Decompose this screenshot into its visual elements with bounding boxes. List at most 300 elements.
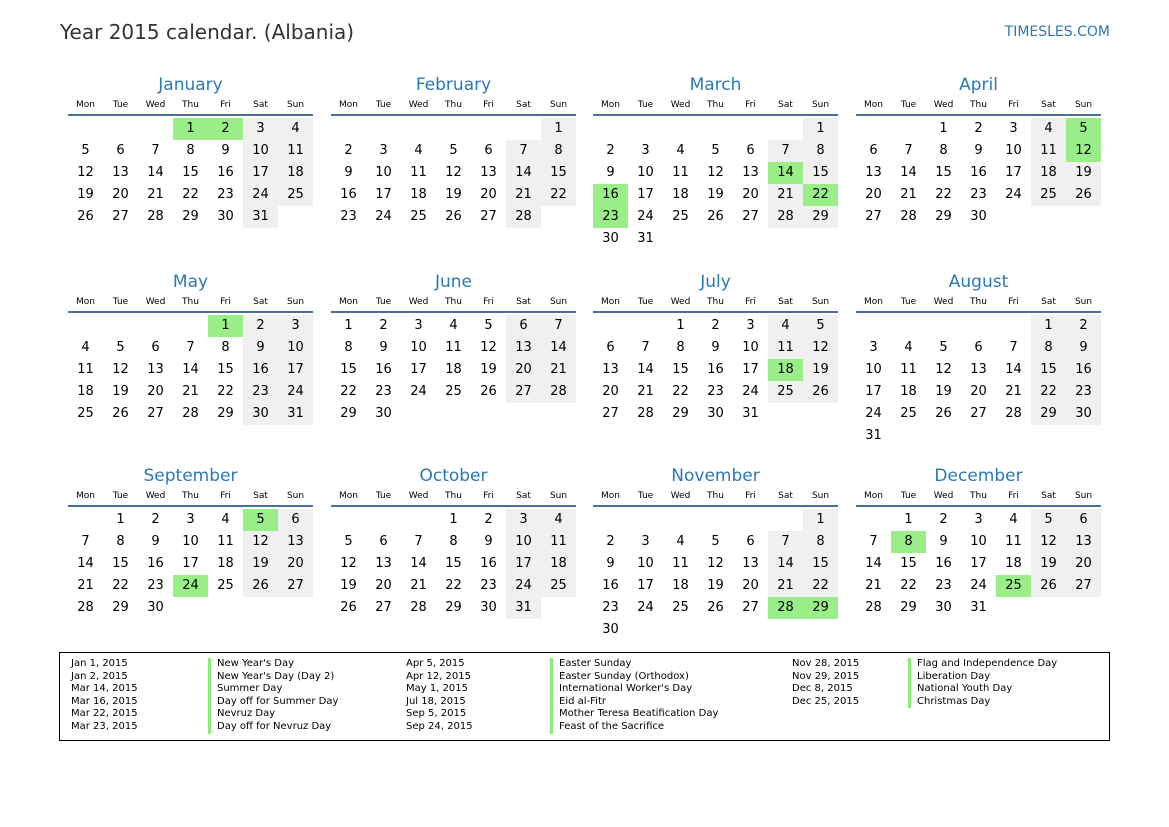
day: 18 xyxy=(445,362,462,377)
weekday-label: Sun xyxy=(549,297,568,307)
empty-cell xyxy=(506,118,541,140)
day: 23 xyxy=(602,600,619,615)
month-february xyxy=(331,72,576,228)
weekday-label: Thu xyxy=(970,491,987,501)
weekday-label: Mon xyxy=(339,100,358,110)
day: 12 xyxy=(340,556,357,571)
day-grid xyxy=(593,315,838,425)
day: 12 xyxy=(803,337,838,359)
weekday-label: Sat xyxy=(1041,100,1056,110)
weekday-label: Sun xyxy=(549,491,568,501)
day: 29 xyxy=(217,406,234,421)
empty-cell xyxy=(471,118,506,140)
day: 21 xyxy=(768,575,803,597)
weekday-header xyxy=(856,489,1101,507)
day: 9 xyxy=(606,165,615,180)
day: 17 xyxy=(865,384,882,399)
weekday-label: Wed xyxy=(670,491,691,501)
day: 3 xyxy=(243,118,278,140)
day: 15 xyxy=(112,556,129,571)
day: 27 xyxy=(865,209,882,224)
day: 2 xyxy=(243,315,278,337)
weekday-label: Mon xyxy=(864,491,883,501)
site-link[interactable]: TIMESLES.COM xyxy=(1004,24,1110,40)
day: 27 xyxy=(1066,575,1101,597)
day: 25 xyxy=(900,406,917,421)
day: 3 xyxy=(414,318,423,333)
day: 9 xyxy=(243,337,278,359)
empty-cell xyxy=(768,509,803,531)
day: 6 xyxy=(484,143,493,158)
day: 1 xyxy=(344,318,353,333)
day: 5 xyxy=(711,534,720,549)
day: 5 xyxy=(81,143,90,158)
day: 22 xyxy=(182,187,199,202)
day: 23 xyxy=(340,209,357,224)
weekday-label: Wed xyxy=(670,297,691,307)
holiday-day: 24 xyxy=(173,575,208,597)
day: 3 xyxy=(278,315,313,337)
day-grid xyxy=(856,509,1101,619)
day: 28 xyxy=(637,406,654,421)
weekday-label: Mon xyxy=(339,297,358,307)
empty-cell xyxy=(856,315,891,337)
holiday-name: Christmas Day xyxy=(908,696,1057,709)
day: 15 xyxy=(445,556,462,571)
day-grid xyxy=(331,315,576,425)
day: 5 xyxy=(711,143,720,158)
day: 19 xyxy=(243,553,278,575)
holiday-date: Jul 18, 2015 xyxy=(406,695,466,707)
day: 14 xyxy=(77,556,94,571)
weekday-label: Wed xyxy=(933,297,954,307)
day: 1 xyxy=(116,512,125,527)
day: 26 xyxy=(935,406,952,421)
legend-names xyxy=(208,658,338,734)
day: 13 xyxy=(480,165,497,180)
weekday-header xyxy=(856,98,1101,116)
holiday-day: 16 xyxy=(593,184,628,206)
day: 1 xyxy=(803,118,838,140)
weekday-header xyxy=(856,295,1101,313)
day: 9 xyxy=(379,340,388,355)
month-name: September xyxy=(143,466,238,486)
day: 20 xyxy=(506,359,541,381)
empty-cell xyxy=(593,118,628,140)
day: 4 xyxy=(676,534,685,549)
weekday-label: Mon xyxy=(601,491,620,501)
weekday-label: Wed xyxy=(408,297,429,307)
empty-cell xyxy=(138,315,173,337)
day: 7 xyxy=(506,140,541,162)
legend-dates xyxy=(406,658,473,734)
weekday-header xyxy=(331,98,576,116)
day: 9 xyxy=(1066,337,1101,359)
day: 11 xyxy=(445,340,462,355)
day: 6 xyxy=(869,143,878,158)
legend-names xyxy=(550,658,718,734)
holiday-day: 22 xyxy=(803,184,838,206)
day: 5 xyxy=(344,534,353,549)
day: 29 xyxy=(340,406,357,421)
day: 8 xyxy=(186,143,195,158)
day: 20 xyxy=(602,384,619,399)
empty-cell xyxy=(366,509,401,531)
day: 19 xyxy=(935,384,952,399)
day: 21 xyxy=(768,184,803,206)
day: 20 xyxy=(1066,553,1101,575)
day: 1 xyxy=(939,121,948,136)
day: 10 xyxy=(970,534,987,549)
empty-cell xyxy=(103,118,138,140)
day: 15 xyxy=(340,362,357,377)
day: 19 xyxy=(1031,553,1066,575)
day: 6 xyxy=(746,534,755,549)
empty-cell xyxy=(996,315,1031,337)
holiday-day: 2 xyxy=(208,118,243,140)
day: 6 xyxy=(116,143,125,158)
day: 9 xyxy=(606,556,615,571)
day: 18 xyxy=(900,384,917,399)
day: 29 xyxy=(803,206,838,228)
day: 22 xyxy=(900,578,917,593)
day: 26 xyxy=(340,600,357,615)
day: 29 xyxy=(672,406,689,421)
day: 6 xyxy=(379,534,388,549)
empty-cell xyxy=(628,315,663,337)
day: 17 xyxy=(506,553,541,575)
holiday-name: Liberation Day xyxy=(908,671,1057,684)
day: 27 xyxy=(742,600,759,615)
day: 26 xyxy=(707,600,724,615)
empty-cell xyxy=(663,509,698,531)
month-july xyxy=(593,269,838,425)
day: 3 xyxy=(186,512,195,527)
day: 3 xyxy=(641,534,650,549)
day-grid xyxy=(68,509,313,619)
day: 28 xyxy=(541,381,576,403)
day: 13 xyxy=(112,165,129,180)
day: 14 xyxy=(541,337,576,359)
day: 10 xyxy=(243,140,278,162)
weekday-label: Thu xyxy=(707,491,724,501)
weekday-label: Tue xyxy=(900,100,917,110)
weekday-label: Sat xyxy=(778,297,793,307)
day: 7 xyxy=(768,531,803,553)
day: 25 xyxy=(278,184,313,206)
day: 3 xyxy=(974,512,983,527)
empty-cell xyxy=(891,315,926,337)
day: 20 xyxy=(970,384,987,399)
month-name: August xyxy=(948,272,1009,292)
empty-cell xyxy=(138,118,173,140)
weekday-label: Sat xyxy=(516,100,531,110)
weekday-label: Sun xyxy=(549,100,568,110)
day: 3 xyxy=(869,340,878,355)
day: 3 xyxy=(1009,121,1018,136)
weekday-label: Tue xyxy=(375,100,392,110)
day: 7 xyxy=(151,143,160,158)
weekday-label: Fri xyxy=(745,491,756,501)
holiday-name: Day off for Summer Day xyxy=(208,696,338,709)
weekday-label: Wed xyxy=(145,491,166,501)
day: 26 xyxy=(445,209,462,224)
weekday-header xyxy=(68,295,313,313)
weekday-label: Tue xyxy=(637,491,654,501)
day: 16 xyxy=(340,187,357,202)
day: 11 xyxy=(278,140,313,162)
empty-cell xyxy=(698,509,733,531)
day: 10 xyxy=(742,340,759,355)
day: 10 xyxy=(637,165,654,180)
empty-cell xyxy=(733,118,768,140)
empty-cell xyxy=(173,315,208,337)
weekday-label: Sat xyxy=(778,100,793,110)
month-name: February xyxy=(415,75,492,95)
legend-dates xyxy=(792,658,859,708)
weekday-label: Sun xyxy=(286,297,305,307)
weekday-label: Mon xyxy=(76,491,95,501)
day: 24 xyxy=(742,384,759,399)
weekday-label: Fri xyxy=(220,100,231,110)
day: 7 xyxy=(414,534,423,549)
weekday-label: Thu xyxy=(445,491,462,501)
day: 15 xyxy=(935,165,952,180)
day: 4 xyxy=(221,512,230,527)
weekday-label: Wed xyxy=(408,491,429,501)
day: 6 xyxy=(1066,509,1101,531)
holiday-date: Mar 22, 2015 xyxy=(71,708,138,720)
weekday-label: Tue xyxy=(637,297,654,307)
weekday-label: Mon xyxy=(864,297,883,307)
day: 4 xyxy=(541,509,576,531)
day: 21 xyxy=(182,384,199,399)
weekday-label: Sun xyxy=(1074,491,1093,501)
holiday-date: Dec 25, 2015 xyxy=(792,695,860,707)
day: 17 xyxy=(637,578,654,593)
day: 24 xyxy=(410,384,427,399)
day: 6 xyxy=(746,143,755,158)
day: 4 xyxy=(676,143,685,158)
empty-cell xyxy=(331,118,366,140)
month-december xyxy=(856,463,1101,619)
day: 26 xyxy=(77,209,94,224)
day: 13 xyxy=(147,362,164,377)
day-grid xyxy=(856,315,1101,447)
day: 12 xyxy=(445,165,462,180)
day: 12 xyxy=(112,362,129,377)
holiday-date: Mar 23, 2015 xyxy=(71,720,138,732)
day: 9 xyxy=(484,534,493,549)
day: 18 xyxy=(541,553,576,575)
weekday-label: Tue xyxy=(112,297,129,307)
month-name: July xyxy=(700,272,731,292)
day: 19 xyxy=(707,578,724,593)
weekday-label: Thu xyxy=(707,297,724,307)
day: 5 xyxy=(1031,509,1066,531)
empty-cell xyxy=(436,118,471,140)
day: 24 xyxy=(375,209,392,224)
day: 17 xyxy=(970,556,987,571)
holiday-name: National Youth Day xyxy=(908,683,1057,696)
day: 25 xyxy=(217,578,234,593)
day: 28 xyxy=(865,600,882,615)
day: 31 xyxy=(637,231,654,246)
day: 15 xyxy=(803,162,838,184)
holiday-date: Jan 1, 2015 xyxy=(71,658,128,669)
weekday-label: Mon xyxy=(601,100,620,110)
day: 12 xyxy=(480,340,497,355)
day: 11 xyxy=(410,165,427,180)
day: 3 xyxy=(506,509,541,531)
day: 4 xyxy=(904,340,913,355)
day-grid xyxy=(331,118,576,228)
day: 15 xyxy=(217,362,234,377)
empty-cell xyxy=(856,509,891,531)
day: 14 xyxy=(637,362,654,377)
day: 16 xyxy=(147,556,164,571)
day: 17 xyxy=(375,187,392,202)
day: 5 xyxy=(116,340,125,355)
day: 16 xyxy=(707,362,724,377)
day: 1 xyxy=(449,512,458,527)
day: 17 xyxy=(1005,165,1022,180)
day: 25 xyxy=(1031,184,1066,206)
weekday-label: Fri xyxy=(745,297,756,307)
day: 26 xyxy=(707,209,724,224)
weekday-label: Fri xyxy=(220,491,231,501)
day: 2 xyxy=(151,512,160,527)
weekday-label: Tue xyxy=(900,297,917,307)
day: 19 xyxy=(340,578,357,593)
holiday-name: Easter Sunday (Orthodox) xyxy=(550,671,718,684)
day-grid xyxy=(856,118,1101,228)
month-may xyxy=(68,269,313,425)
day: 3 xyxy=(641,143,650,158)
day: 18 xyxy=(410,187,427,202)
holiday-date: Mar 14, 2015 xyxy=(71,683,138,695)
day: 4 xyxy=(414,143,423,158)
day: 29 xyxy=(1031,403,1066,425)
holiday-day: 23 xyxy=(593,206,628,228)
day: 25 xyxy=(541,575,576,597)
day: 31 xyxy=(742,406,759,421)
day: 21 xyxy=(541,359,576,381)
empty-cell xyxy=(698,118,733,140)
weekday-label: Sat xyxy=(253,491,268,501)
month-name: May xyxy=(172,272,209,292)
day: 15 xyxy=(672,362,689,377)
day-grid xyxy=(593,509,838,641)
weekday-label: Thu xyxy=(182,100,199,110)
weekday-label: Thu xyxy=(182,491,199,501)
month-november xyxy=(593,463,838,641)
day: 15 xyxy=(182,165,199,180)
day: 23 xyxy=(243,381,278,403)
day: 2 xyxy=(606,534,615,549)
day: 26 xyxy=(112,406,129,421)
day: 6 xyxy=(506,315,541,337)
day: 17 xyxy=(278,359,313,381)
weekday-label: Sun xyxy=(811,491,830,501)
day: 24 xyxy=(1005,187,1022,202)
day: 17 xyxy=(182,556,199,571)
day: 22 xyxy=(112,578,129,593)
day: 14 xyxy=(865,556,882,571)
day: 4 xyxy=(278,118,313,140)
empty-cell xyxy=(68,315,103,337)
day-grid xyxy=(593,118,838,250)
day: 24 xyxy=(865,406,882,421)
day: 31 xyxy=(506,597,541,619)
day: 20 xyxy=(112,187,129,202)
day: 19 xyxy=(707,187,724,202)
day: 22 xyxy=(445,578,462,593)
day: 13 xyxy=(865,165,882,180)
weekday-label: Wed xyxy=(145,297,166,307)
day: 25 xyxy=(672,209,689,224)
weekday-header xyxy=(68,98,313,116)
weekday-label: Mon xyxy=(76,297,95,307)
day-grid xyxy=(68,118,313,228)
day: 29 xyxy=(900,600,917,615)
day: 21 xyxy=(1005,384,1022,399)
holiday-date: May 1, 2015 xyxy=(406,683,469,695)
day: 30 xyxy=(935,600,952,615)
holiday-name: Easter Sunday xyxy=(550,658,718,671)
weekday-header xyxy=(593,295,838,313)
day: 12 xyxy=(1031,531,1066,553)
day: 20 xyxy=(480,187,497,202)
day: 16 xyxy=(1066,359,1101,381)
holiday-date: Jan 2, 2015 xyxy=(71,670,128,682)
weekday-label: Fri xyxy=(1008,491,1019,501)
day: 11 xyxy=(217,534,234,549)
weekday-label: Mon xyxy=(864,100,883,110)
holiday-day: 1 xyxy=(208,315,243,337)
day: 24 xyxy=(278,381,313,403)
legend-dates xyxy=(71,658,138,734)
day: 13 xyxy=(278,531,313,553)
day: 7 xyxy=(541,315,576,337)
holiday-day: 5 xyxy=(1066,118,1101,140)
month-september xyxy=(68,463,313,619)
day: 7 xyxy=(904,143,913,158)
day: 7 xyxy=(768,140,803,162)
day: 18 xyxy=(1031,162,1066,184)
holiday-day: 29 xyxy=(803,597,838,619)
day: 19 xyxy=(803,359,838,381)
holiday-name: International Worker's Day xyxy=(550,683,718,696)
weekday-label: Tue xyxy=(112,491,129,501)
holiday-day: 14 xyxy=(768,162,803,184)
day: 30 xyxy=(217,209,234,224)
day: 16 xyxy=(970,165,987,180)
weekday-label: Tue xyxy=(375,491,392,501)
weekday-header xyxy=(331,489,576,507)
day: 19 xyxy=(77,187,94,202)
day: 17 xyxy=(410,362,427,377)
holiday-date: Nov 29, 2015 xyxy=(792,670,860,682)
weekday-label: Thu xyxy=(970,297,987,307)
day: 18 xyxy=(1005,556,1022,571)
day: 19 xyxy=(1066,162,1101,184)
day: 7 xyxy=(641,340,650,355)
day-grid xyxy=(68,315,313,425)
weekday-label: Tue xyxy=(637,100,654,110)
month-april xyxy=(856,72,1101,228)
day: 17 xyxy=(637,187,654,202)
